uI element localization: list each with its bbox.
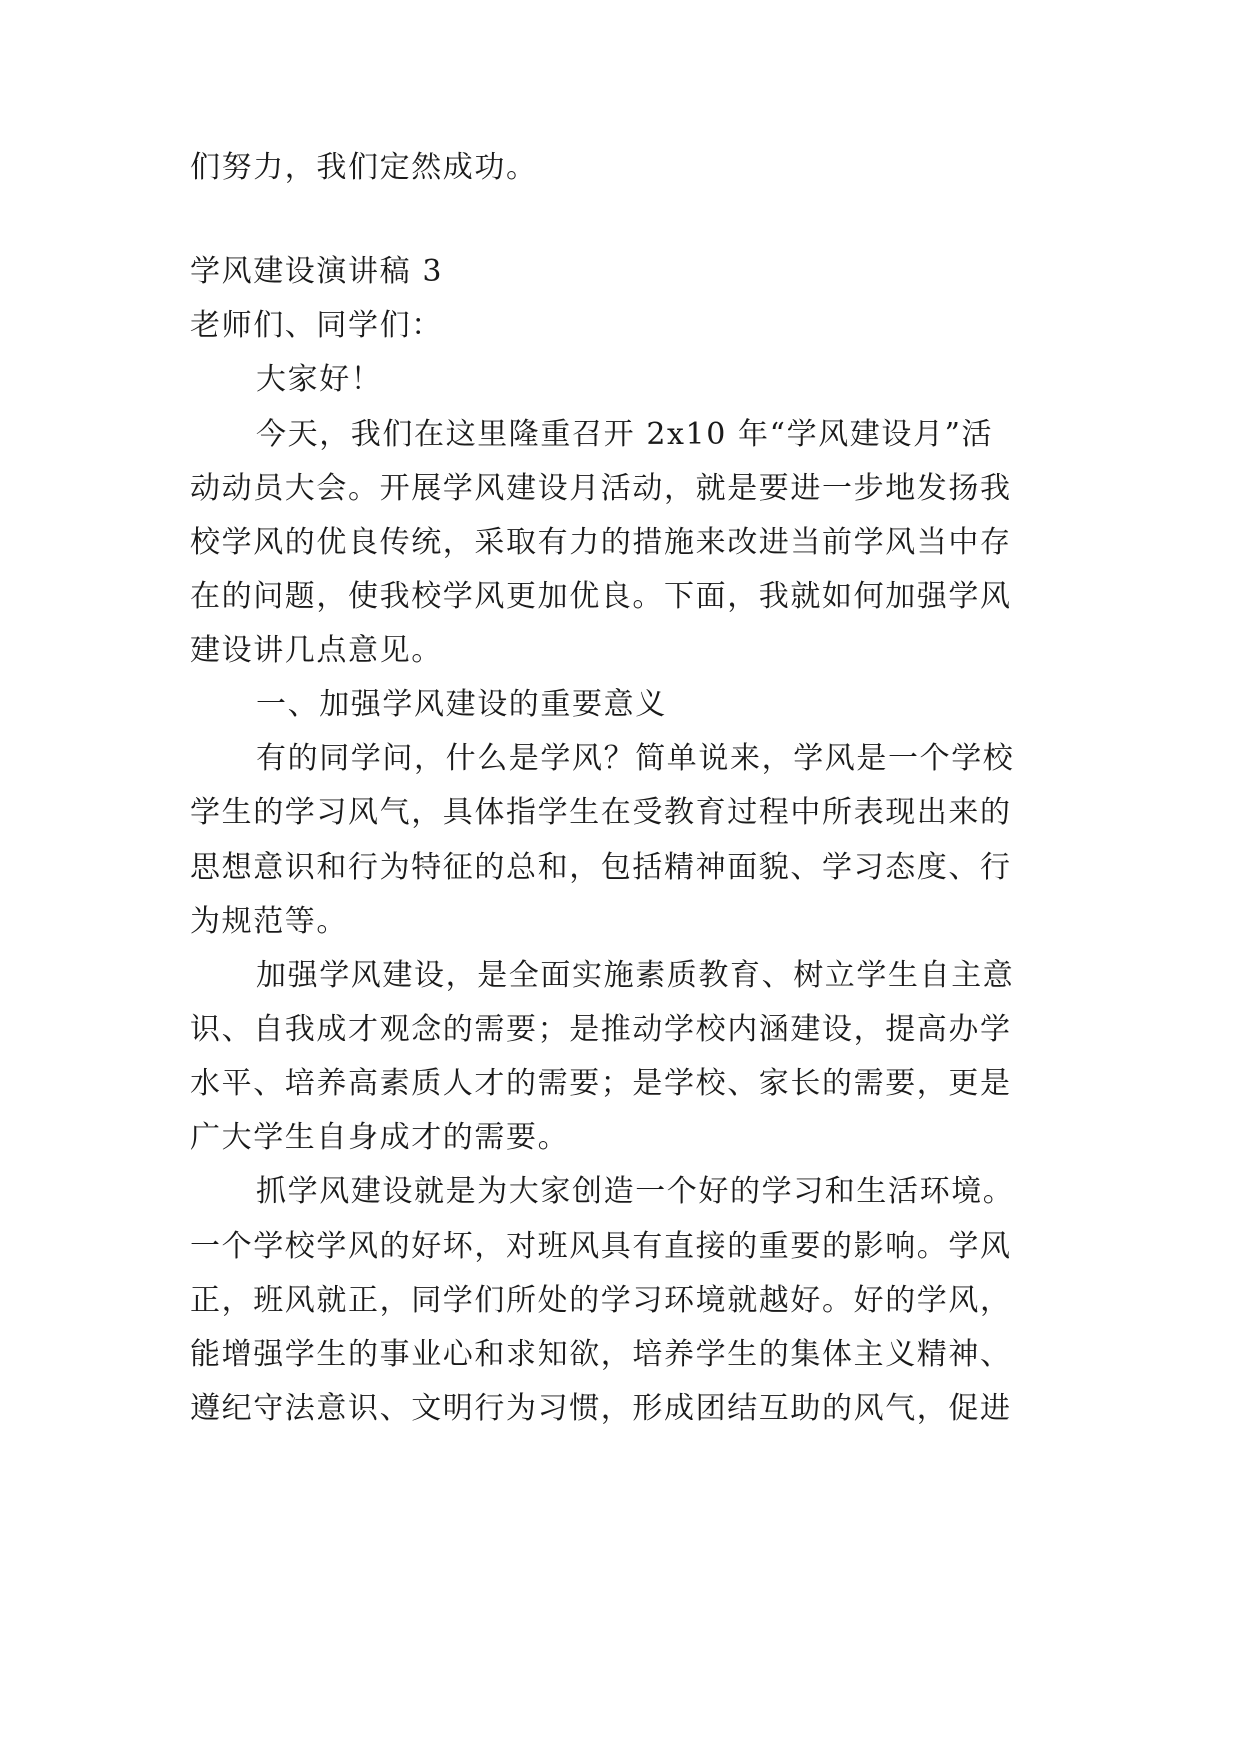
section-title: 学风建设演讲稿 3 xyxy=(190,254,444,289)
text-line: 为规范等。 xyxy=(190,904,348,939)
text-line: 抓学风建设就是为大家创造一个好的学习和生活环境。 xyxy=(256,1174,1015,1209)
text-line: 校学风的优良传统，采取有力的措施来改进当前学风当中存 xyxy=(190,525,1012,560)
text-line: 有的同学问，什么是学风？简单说来，学风是一个学校 xyxy=(256,741,1015,776)
salutation: 老师们、同学们： xyxy=(190,308,443,343)
text-line: 一个学校学风的好坏，对班风具有直接的重要的影响。学风 xyxy=(190,1229,1012,1264)
subheading: 一、加强学风建设的重要意义 xyxy=(256,687,667,722)
text-line: 广大学生自身成才的需要。 xyxy=(190,1120,570,1155)
text-line: 学生的学习风气，具体指学生在受教育过程中所表现出来的 xyxy=(190,795,1012,830)
text-line: 能增强学生的事业心和求知欲，培养学生的集体主义精神、 xyxy=(190,1337,1012,1372)
text-line: 水平、培养高素质人才的需要；是学校、家长的需要，更是 xyxy=(190,1066,1012,1101)
greeting: 大家好！ xyxy=(256,362,383,397)
text-line: 思想意识和行为特征的总和，包括精神面貌、学习态度、行 xyxy=(190,850,1012,885)
text-line: 遵纪守法意识、文明行为习惯，形成团结互助的风气，促进 xyxy=(190,1391,1012,1426)
text-line: 在的问题，使我校学风更加优良。下面，我就如何加强学风 xyxy=(190,579,1012,614)
text-line: 建设讲几点意见。 xyxy=(190,633,443,668)
text-line: 今天，我们在这里隆重召开 2x10 年“学风建设月”活 xyxy=(256,417,994,452)
text-line: 识、自我成才观念的需要；是推动学校内涵建设，提高办学 xyxy=(190,1012,1012,1047)
text-line: 动动员大会。开展学风建设月活动，就是要进一步地发扬我 xyxy=(190,471,1012,506)
text-line: 正，班风就正，同学们所处的学习环境就越好。好的学风， xyxy=(190,1283,1012,1318)
text-line: 们努力，我们定然成功。 xyxy=(190,150,538,185)
text-line: 加强学风建设，是全面实施素质教育、树立学生自主意 xyxy=(256,958,1015,993)
